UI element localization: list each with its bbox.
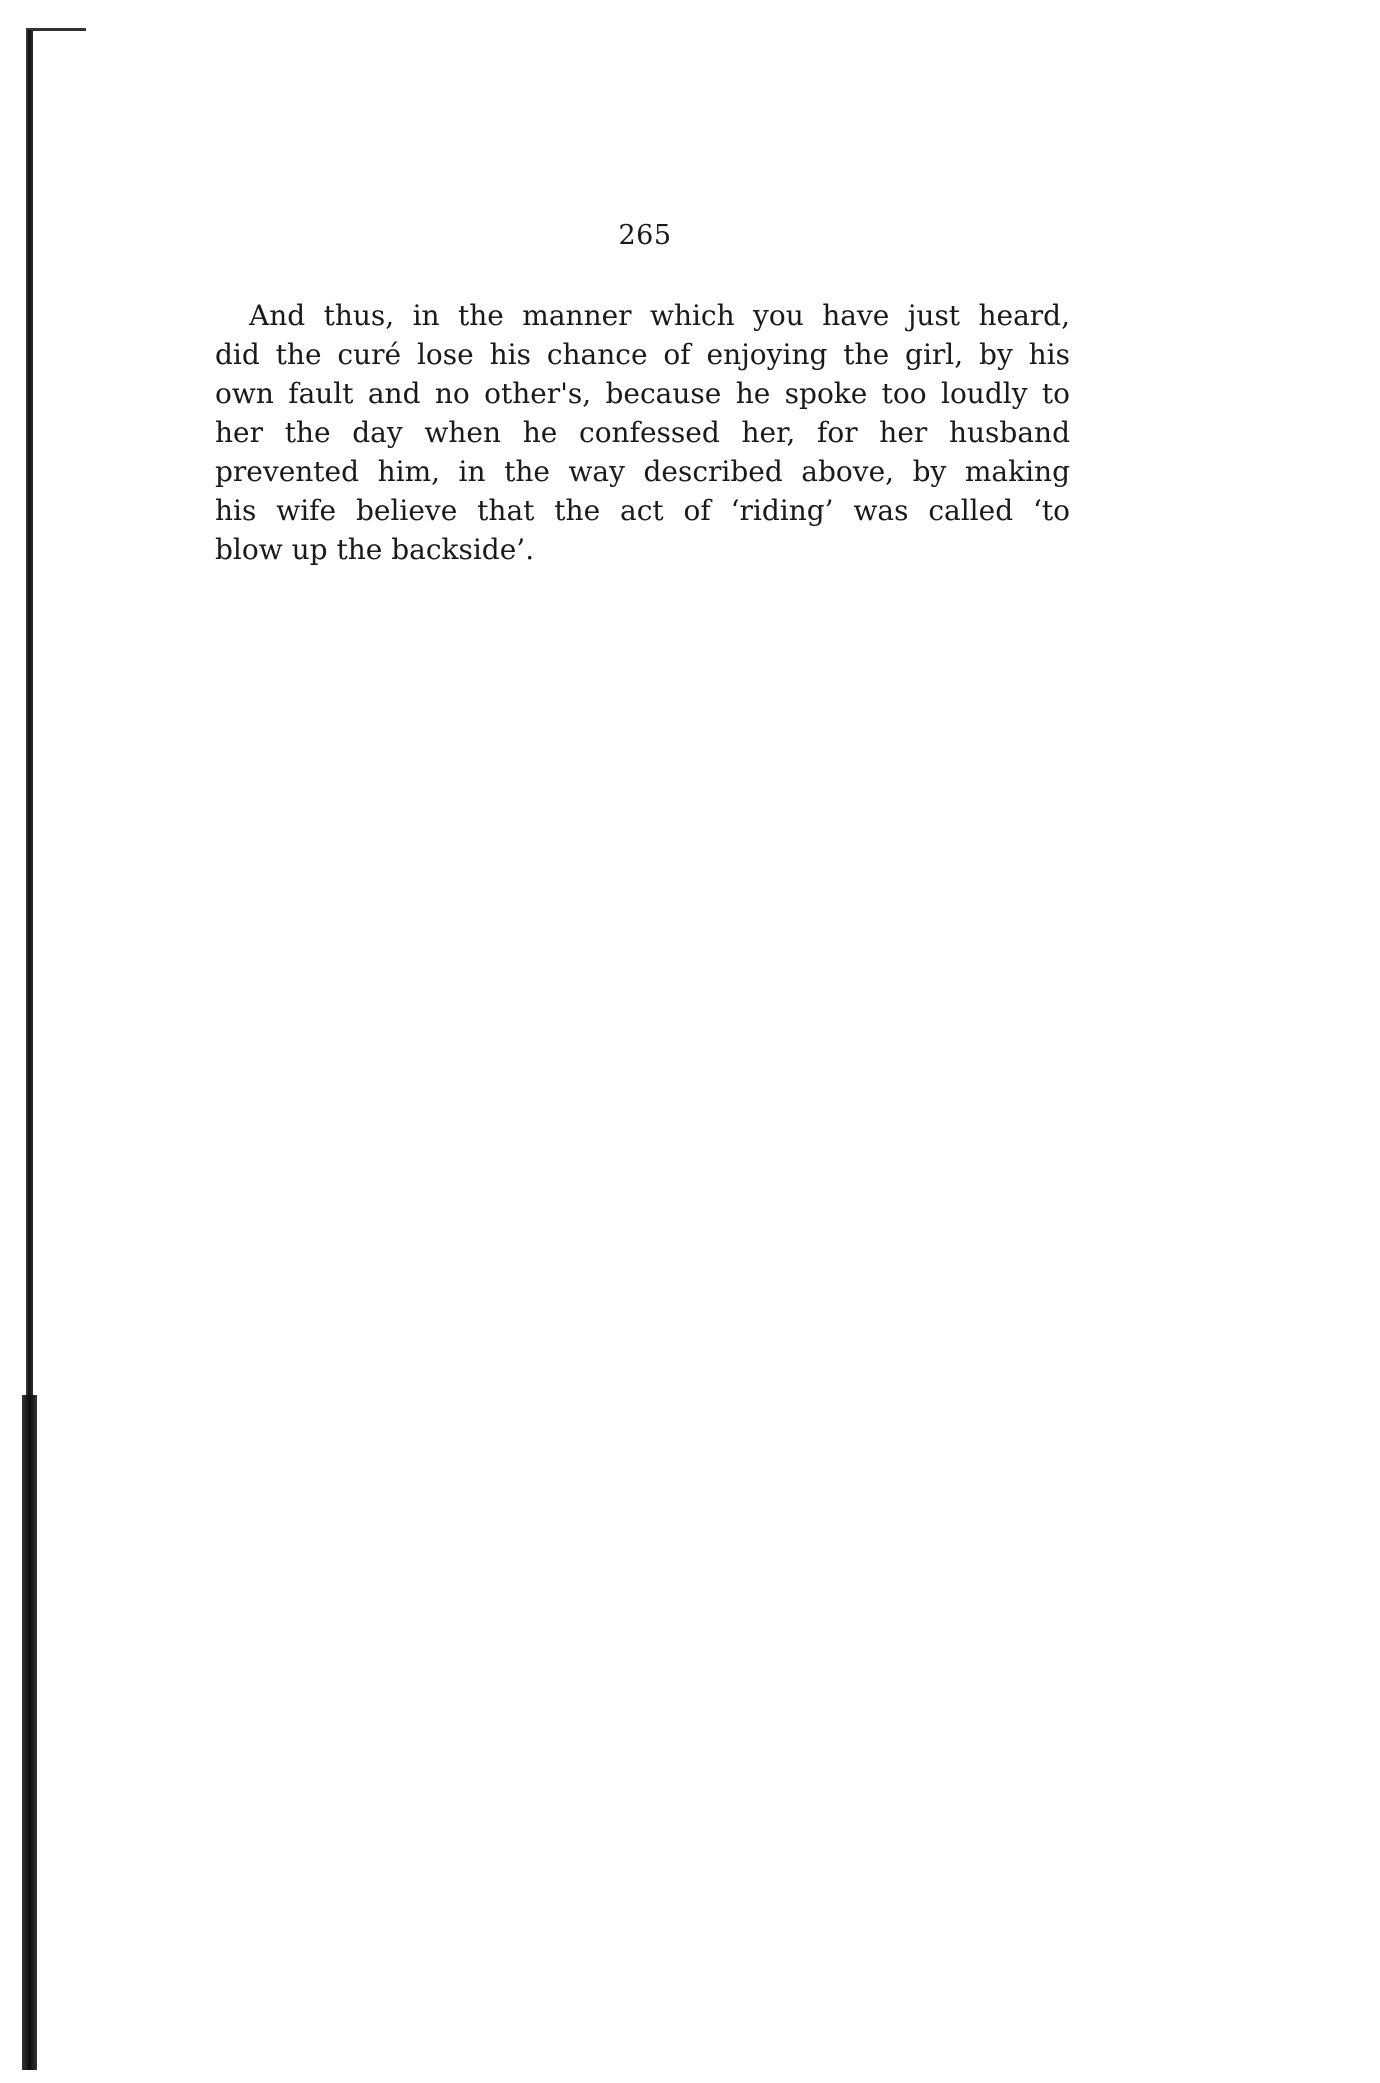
text-line: his wife believe that the act of ‘riding’ was called ‘to (215, 494, 1070, 527)
text-line: did the curé lose his chance of enjoying the girl, by his (215, 338, 1070, 371)
text-line: her the day when he confessed her, for her husband (215, 416, 1070, 449)
text-line: own fault and no other's, because he spoke too loudly to (215, 377, 1070, 410)
scan-edge-top (26, 28, 86, 31)
text-line: blow up the backside’. (215, 533, 535, 566)
page-number: 265 (618, 220, 672, 251)
body-paragraph (215, 296, 1070, 569)
scan-binding-shadow (22, 1395, 37, 2070)
text-line: And thus, in the manner which you have just heard, (249, 299, 1070, 332)
text-line: prevented him, in the way described above, by making (215, 455, 1070, 488)
